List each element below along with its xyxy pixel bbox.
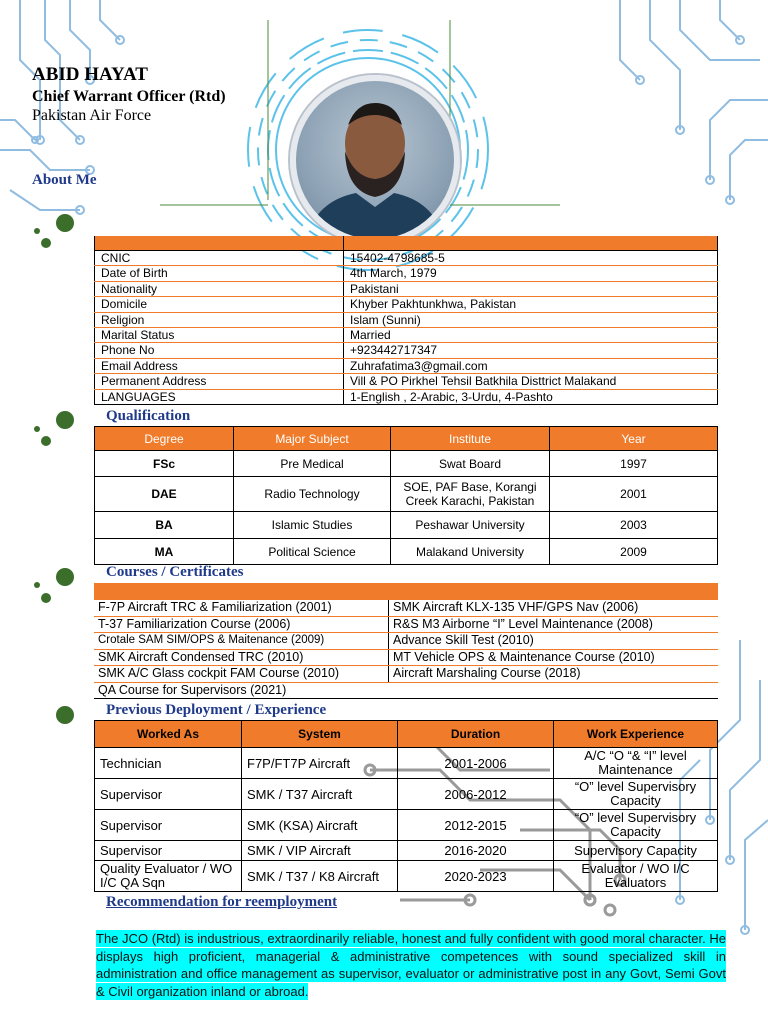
personal-row bbox=[95, 389, 718, 404]
course-row bbox=[94, 682, 718, 699]
qual-institute: Peshawar University bbox=[391, 512, 550, 539]
personal-value: Vill & PO Pirkhel Tehsil Batkhila Disttrict Malakand bbox=[344, 374, 718, 389]
exp-work: A/C “O “& “I” level Maintenance bbox=[554, 748, 718, 779]
personal-label: CNIC bbox=[95, 251, 344, 266]
decor-dot bbox=[41, 436, 51, 446]
exp-work: Supervisory Capacity bbox=[554, 841, 718, 861]
exp-header-system: System bbox=[242, 721, 398, 748]
qual-header-degree: Degree bbox=[95, 427, 234, 451]
exp-work: “O” level Supervisory Capacity bbox=[554, 779, 718, 810]
courses-heading: Courses / Certificates bbox=[106, 564, 244, 580]
personal-row bbox=[95, 297, 718, 312]
qual-header-institute: Institute bbox=[391, 427, 550, 451]
personal-row bbox=[95, 251, 718, 266]
course-item: R&S M3 Airborne “I” Level Maintenance (2008) bbox=[389, 616, 719, 633]
service-text: Pakistan Air Force bbox=[32, 107, 152, 124]
personal-row bbox=[95, 328, 718, 343]
experience-row bbox=[95, 841, 718, 861]
qual-institute: SOE, PAF Base, Korangi Creek Karachi, Pakistan bbox=[391, 477, 550, 512]
personal-info-table bbox=[94, 236, 718, 405]
exp-role: Technician bbox=[95, 748, 242, 779]
recommendation-heading: Recommendation for reemployment bbox=[106, 894, 338, 910]
personal-row bbox=[95, 374, 718, 389]
exp-header-role: Worked As bbox=[95, 721, 242, 748]
personal-value: Married bbox=[344, 328, 718, 343]
experience-row bbox=[95, 861, 718, 892]
decor-dot bbox=[56, 568, 74, 586]
about-me-heading: About Me bbox=[32, 172, 97, 188]
decor-dot bbox=[56, 214, 74, 232]
course-row bbox=[94, 666, 718, 683]
personal-value: Pakistani bbox=[344, 281, 718, 296]
experience-header-row bbox=[95, 721, 718, 748]
course-item: F-7P Aircraft TRC & Familiarization (2001) bbox=[94, 600, 389, 616]
personal-header-cell bbox=[344, 236, 718, 251]
personal-label: Date of Birth bbox=[95, 266, 344, 281]
qual-subject: Islamic Studies bbox=[234, 512, 391, 539]
qual-institute: Malakand University bbox=[391, 539, 550, 565]
qual-subject: Political Science bbox=[234, 539, 391, 565]
qual-year: 2001 bbox=[550, 477, 718, 512]
personal-value: Khyber Pakhtunkhwa, Pakistan bbox=[344, 297, 718, 312]
qualification-header-row bbox=[95, 427, 718, 451]
exp-role: Supervisor bbox=[95, 841, 242, 861]
personal-row bbox=[95, 281, 718, 296]
exp-system: SMK / T37 Aircraft bbox=[242, 779, 398, 810]
exp-work: Evaluator / WO I/C Evaluators bbox=[554, 861, 718, 892]
personal-row bbox=[95, 266, 718, 281]
qual-degree: DAE bbox=[95, 477, 234, 512]
exp-duration: 2020-2023 bbox=[398, 861, 554, 892]
qualification-row bbox=[95, 477, 718, 512]
exp-system: SMK / VIP Aircraft bbox=[242, 841, 398, 861]
personal-value: 4th March, 1979 bbox=[344, 266, 718, 281]
qual-year: 2009 bbox=[550, 539, 718, 565]
exp-role: Quality Evaluator / WO I/C QA Sqn bbox=[95, 861, 242, 892]
course-item: SMK A/C Glass cockpit FAM Course (2010) bbox=[94, 666, 389, 683]
email-value[interactable]: Zuhrafatima3@gmail.com bbox=[344, 358, 718, 373]
personal-label: Nationality bbox=[95, 281, 344, 296]
qual-year: 1997 bbox=[550, 451, 718, 477]
qualification-table bbox=[94, 426, 718, 565]
courses-header-bar bbox=[94, 583, 718, 600]
personal-header-row bbox=[95, 236, 718, 251]
courses-table bbox=[94, 600, 718, 699]
personal-value: 1-English , 2-Arabic, 3-Urdu, 4-Pashto bbox=[344, 389, 718, 404]
exp-duration: 2012-2015 bbox=[398, 810, 554, 841]
qual-header-subject: Major Subject bbox=[234, 427, 391, 451]
course-item: Crotale SAM SIM/OPS & Maitenance (2009) bbox=[94, 633, 389, 650]
course-row bbox=[94, 633, 718, 650]
recommendation-body: The JCO (Rtd) is industrious, extraordinarily reliable, honest and fully confident with good moral character. He displays high proficient, managerial & administrative competences with sound specialized skill in administration and office management as supervisor, evaluator or administrative post in any Govt, Semi Govt & Civil organization inland or abroad. bbox=[96, 931, 726, 999]
qual-degree: BA bbox=[95, 512, 234, 539]
experience-row bbox=[95, 779, 718, 810]
personal-value: 15402-4798685-5 bbox=[344, 251, 718, 266]
personal-label: Permanent Address bbox=[95, 374, 344, 389]
qualification-row bbox=[95, 451, 718, 477]
experience-heading: Previous Deployment / Experience bbox=[106, 702, 327, 718]
experience-table bbox=[94, 720, 718, 892]
experience-row bbox=[95, 810, 718, 841]
personal-row bbox=[95, 358, 718, 373]
decor-dot bbox=[56, 706, 74, 724]
qualification-heading: Qualification bbox=[106, 408, 191, 424]
exp-header-duration: Duration bbox=[398, 721, 554, 748]
course-item: SMK Aircraft KLX-135 VHF/GPS Nav (2006) bbox=[389, 600, 719, 616]
rank-text: Chief Warrant Officer (Rtd) bbox=[32, 88, 226, 105]
experience-row bbox=[95, 748, 718, 779]
decor-dot bbox=[41, 593, 51, 603]
exp-system: SMK (KSA) Aircraft bbox=[242, 810, 398, 841]
decor-dot bbox=[41, 238, 51, 248]
name-heading: ABID HAYAT bbox=[32, 64, 148, 85]
exp-system: SMK / T37 / K8 Aircraft bbox=[242, 861, 398, 892]
decor-dot bbox=[34, 228, 40, 234]
personal-label: Domicile bbox=[95, 297, 344, 312]
personal-label: LANGUAGES bbox=[95, 389, 344, 404]
personal-row bbox=[95, 312, 718, 327]
exp-duration: 2001-2006 bbox=[398, 748, 554, 779]
course-item: QA Course for Supervisors (2021) bbox=[98, 682, 287, 697]
personal-value: +923442717347 bbox=[344, 343, 718, 358]
exp-system: F7P/FT7P Aircraft bbox=[242, 748, 398, 779]
exp-header-work: Work Experience bbox=[554, 721, 718, 748]
qual-institute: Swat Board bbox=[391, 451, 550, 477]
qual-degree: MA bbox=[95, 539, 234, 565]
exp-duration: 2006-2012 bbox=[398, 779, 554, 810]
qualification-row bbox=[95, 512, 718, 539]
personal-label: Email Address bbox=[95, 358, 344, 373]
qual-degree: FSc bbox=[95, 451, 234, 477]
decor-dot bbox=[34, 426, 40, 432]
course-row bbox=[94, 616, 718, 633]
exp-duration: 2016-2020 bbox=[398, 841, 554, 861]
personal-value: Islam (Sunni) bbox=[344, 312, 718, 327]
qual-year: 2003 bbox=[550, 512, 718, 539]
course-item: MT Vehicle OPS & Maintenance Course (2010) bbox=[389, 649, 719, 666]
course-item: Aircraft Marshaling Course (2018) bbox=[389, 666, 719, 683]
qualification-row bbox=[95, 539, 718, 565]
exp-work: “O” level Supervisory Capacity bbox=[554, 810, 718, 841]
exp-role: Supervisor bbox=[95, 779, 242, 810]
personal-label: Religion bbox=[95, 312, 344, 327]
personal-label: Marital Status bbox=[95, 328, 344, 343]
exp-role: Supervisor bbox=[95, 810, 242, 841]
course-item: SMK Aircraft Condensed TRC (2010) bbox=[94, 649, 389, 666]
course-row bbox=[94, 649, 718, 666]
course-item: Advance Skill Test (2010) bbox=[389, 633, 719, 650]
course-item: T-37 Familiarization Course (2006) bbox=[94, 616, 389, 633]
personal-header-cell bbox=[95, 236, 344, 251]
qual-subject: Radio Technology bbox=[234, 477, 391, 512]
recommendation-text bbox=[96, 930, 726, 1000]
course-row bbox=[94, 600, 718, 616]
portrait-icon bbox=[296, 81, 454, 239]
qual-header-year: Year bbox=[550, 427, 718, 451]
qual-subject: Pre Medical bbox=[234, 451, 391, 477]
personal-row bbox=[95, 343, 718, 358]
personal-label: Phone No bbox=[95, 343, 344, 358]
decor-dot bbox=[56, 411, 74, 429]
profile-photo bbox=[290, 75, 460, 245]
decor-dot bbox=[34, 582, 40, 588]
